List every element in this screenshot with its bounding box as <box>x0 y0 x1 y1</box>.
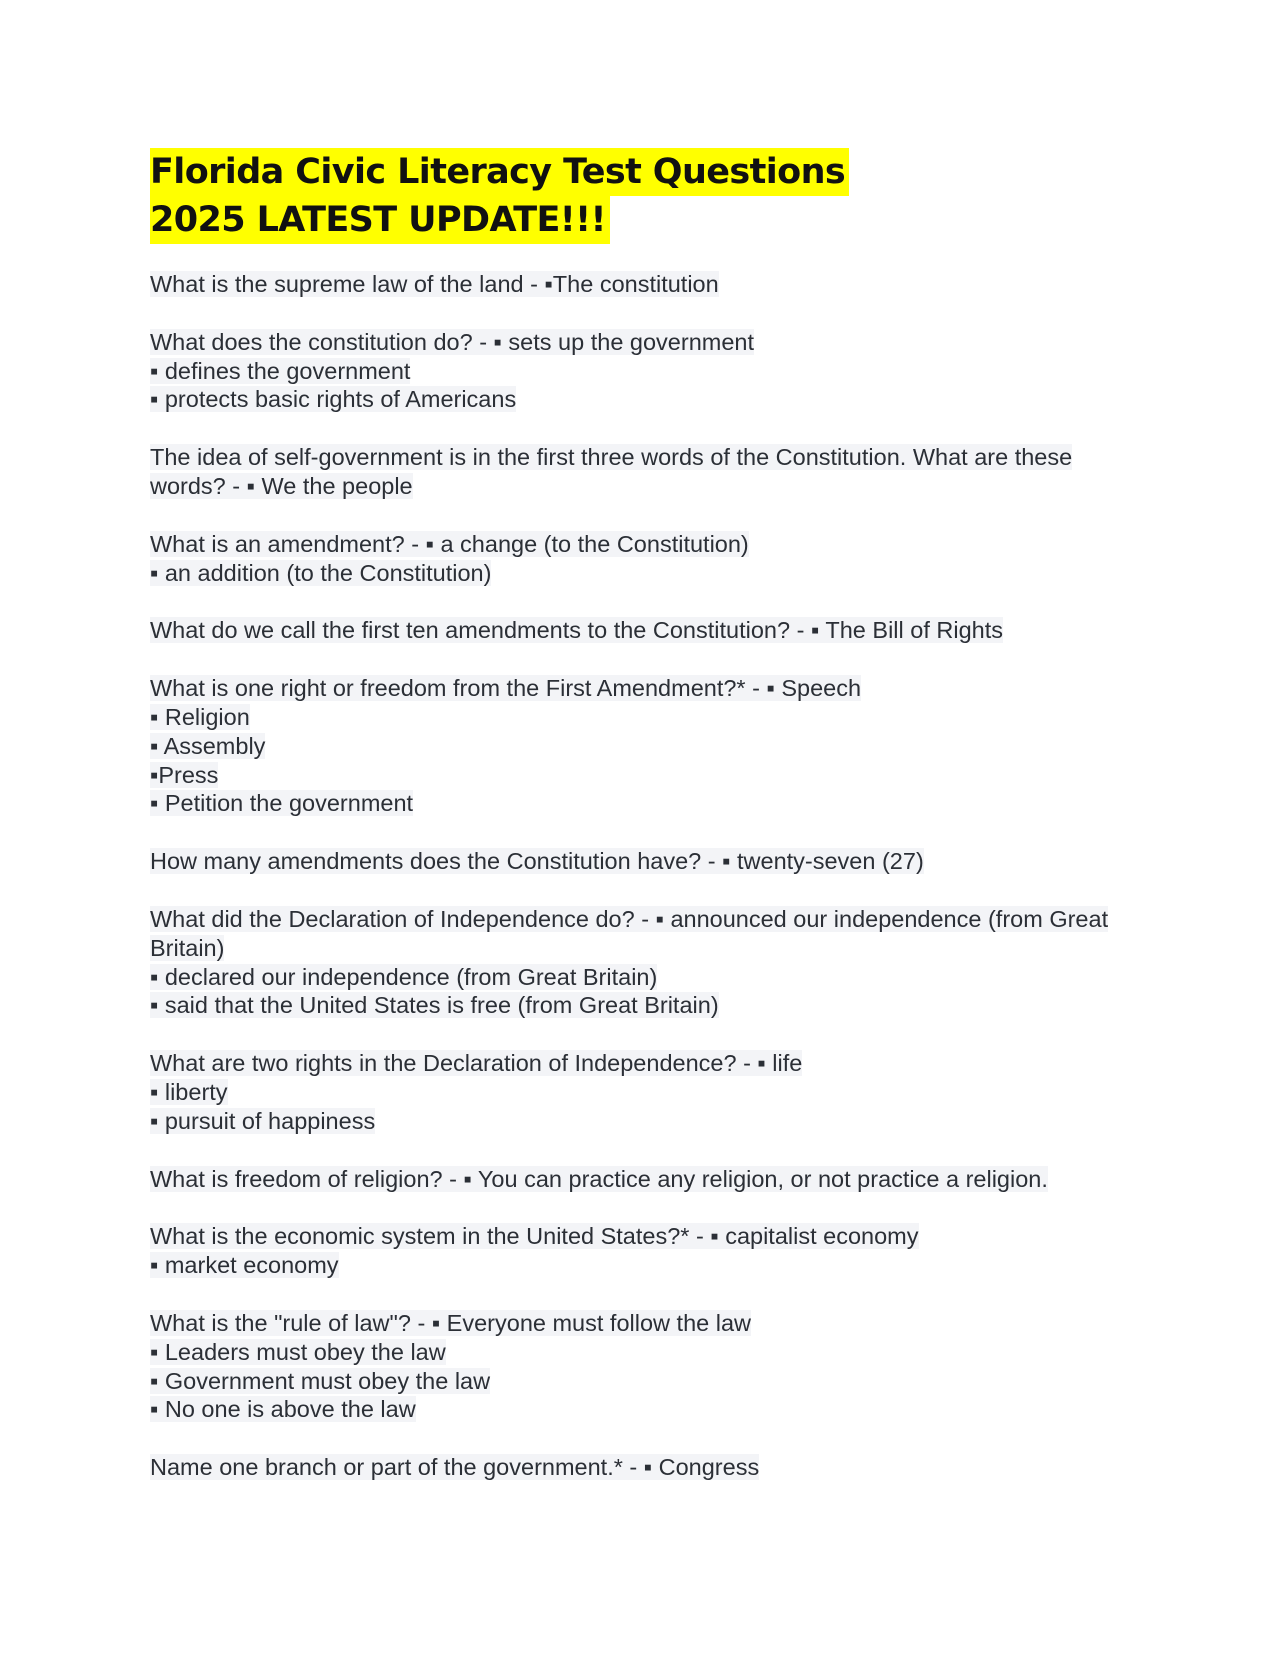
qa-line: ▪ Leaders must obey the law <box>150 1338 446 1365</box>
qa-line: ▪Press <box>150 761 219 788</box>
qa-line: ▪ said that the United States is free (from Great Britain) <box>150 992 719 1019</box>
document-title <box>150 148 1150 244</box>
qa-item <box>150 674 1150 818</box>
qa-line: What did the Declaration of Independence do? - ▪ announced our independence (from Great Britain) <box>150 905 1109 961</box>
qa-line: ▪ Assembly <box>150 732 266 759</box>
qa-line: ▪ liberty <box>150 1078 228 1105</box>
qa-line: ▪ defines the government <box>150 357 411 384</box>
qa-line: ▪ declared our independence (from Great Britain) <box>150 963 658 990</box>
qa-line: What is the "rule of law"? - ▪ Everyone must follow the law <box>150 1309 752 1336</box>
document-page <box>150 148 1150 1511</box>
qa-line: How many amendments does the Constitution have? - ▪ twenty-seven (27) <box>150 848 924 875</box>
qa-item <box>150 1309 1150 1424</box>
qa-line: What is an amendment? - ▪ a change (to the Constitution) <box>150 530 749 557</box>
qa-line: ▪ No one is above the law <box>150 1396 416 1423</box>
qa-line: ▪ pursuit of happiness <box>150 1107 376 1134</box>
qa-item <box>150 1049 1150 1135</box>
qa-line: What does the constitution do? - ▪ sets up the government <box>150 328 755 355</box>
qa-item <box>150 443 1150 501</box>
title-line-1: Florida Civic Literacy Test Questions <box>150 148 849 196</box>
qa-line: What is the economic system in the United States?* - ▪ capitalist economy <box>150 1223 919 1250</box>
qa-item <box>150 328 1150 414</box>
qa-line: What is the supreme law of the land - ▪The constitution <box>150 271 719 297</box>
qa-item <box>150 905 1150 1020</box>
qa-line: What are two rights in the Declaration of Independence? - ▪ life <box>150 1050 803 1077</box>
qa-line: ▪ market economy <box>150 1252 339 1279</box>
qa-line: ▪ Government must obey the law <box>150 1367 491 1394</box>
title-line-2: 2025 LATEST UPDATE!!! <box>150 196 610 244</box>
qa-line: ▪ Religion <box>150 703 250 730</box>
qa-item <box>150 530 1150 588</box>
qa-line: ▪ protects basic rights of Americans <box>150 386 517 413</box>
qa-item <box>150 270 1150 299</box>
qa-line: What do we call the first ten amendments to the Constitution? - ▪ The Bill of Rights <box>150 617 1003 644</box>
qa-line: What is one right or freedom from the First Amendment?* - ▪ Speech <box>150 675 862 702</box>
qa-item <box>150 616 1150 645</box>
qa-item <box>150 1453 1150 1482</box>
qa-line: ▪ an addition (to the Constitution) <box>150 559 492 586</box>
qa-item <box>150 1222 1150 1280</box>
qa-line: The idea of self-government is in the first three words of the Constitution. What are these words? - ▪ We the people <box>150 444 1073 499</box>
qa-item <box>150 1165 1150 1194</box>
qa-line: What is freedom of religion? - ▪ You can practice any religion, or not practice a religion. <box>150 1165 1048 1192</box>
qa-item <box>150 847 1150 876</box>
qa-line: Name one branch or part of the government.* - ▪ Congress <box>150 1454 760 1481</box>
qa-line: ▪ Petition the government <box>150 790 414 817</box>
